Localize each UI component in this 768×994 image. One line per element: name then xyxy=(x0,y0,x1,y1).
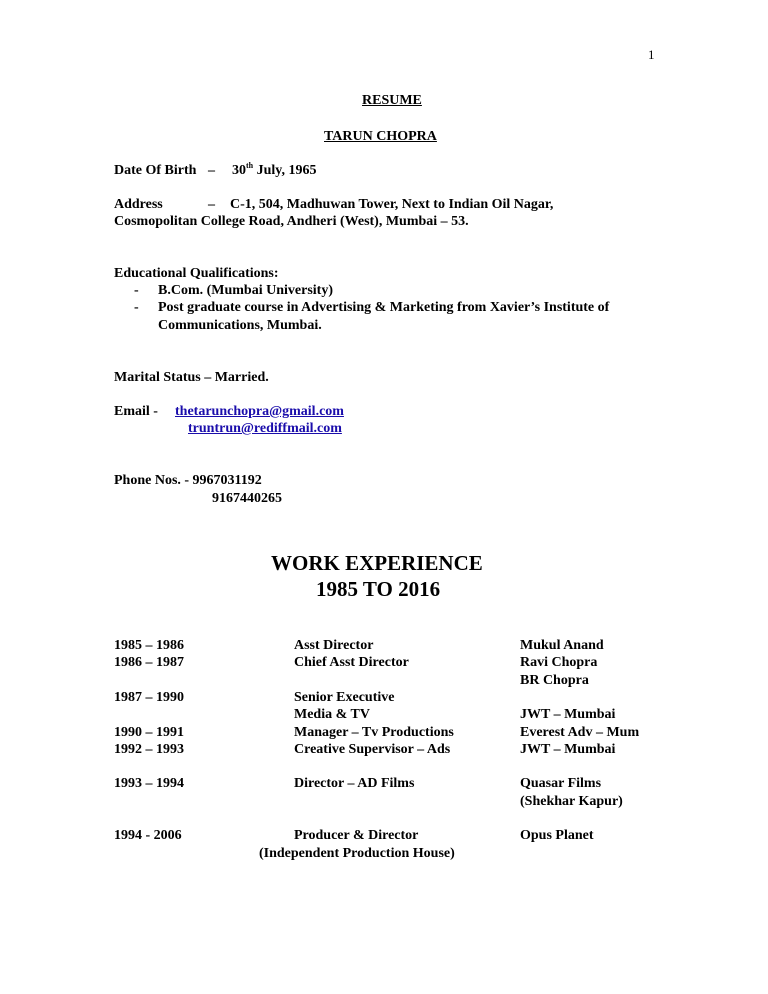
work-role: Creative Supervisor – Ads xyxy=(294,742,451,757)
work-years: 1990 – 1991 xyxy=(114,725,184,740)
work-role: Chief Asst Director xyxy=(294,655,409,670)
marital-status: Marital Status – Married. xyxy=(114,370,269,385)
dob-label: Date Of Birth xyxy=(114,163,197,178)
work-company: Opus Planet xyxy=(520,828,594,843)
work-role: Asst Director xyxy=(294,638,374,653)
work-role: Media & TV xyxy=(294,707,370,722)
work-years: 1987 – 1990 xyxy=(114,690,184,705)
address-line-2: Cosmopolitan College Road, Andheri (West), Mumbai – 53. xyxy=(114,214,469,229)
dob-suffix: th xyxy=(246,161,254,170)
email-label: Email - xyxy=(114,404,158,419)
work-years: 1985 – 1986 xyxy=(114,638,184,653)
work-years: 1986 – 1987 xyxy=(114,655,184,670)
page-number: 1 xyxy=(648,47,655,62)
work-company: Quasar Films xyxy=(520,776,602,791)
education-heading: Educational Qualifications: xyxy=(114,266,279,281)
phone-second: 9167440265 xyxy=(212,491,282,506)
dob-day: 30 xyxy=(232,163,246,178)
work-role: Producer & Director xyxy=(294,828,419,843)
work-note: (Independent Production House) xyxy=(259,846,455,861)
work-company: BR Chopra xyxy=(520,673,589,688)
email-link-primary[interactable]: thetarunchopra@gmail.com xyxy=(175,404,344,419)
work-company: Ravi Chopra xyxy=(520,655,598,670)
dob-separator: – xyxy=(208,163,215,178)
work-years: 1993 – 1994 xyxy=(114,776,184,791)
education-item-1: B.Com. (Mumbai University) xyxy=(158,283,333,298)
work-company: JWT – Mumbai xyxy=(520,707,616,722)
work-company: (Shekhar Kapur) xyxy=(520,794,623,809)
work-heading: WORK EXPERIENCE xyxy=(271,551,483,575)
work-role: Manager – Tv Productions xyxy=(294,725,454,740)
work-company: JWT – Mumbai xyxy=(520,742,616,757)
email-link-secondary[interactable]: truntrun@rediffmail.com xyxy=(188,421,342,436)
work-company: Mukul Anand xyxy=(520,638,604,653)
work-role: Director – AD Films xyxy=(294,776,415,791)
candidate-name: TARUN CHOPRA xyxy=(324,129,437,144)
work-years: 1994 - 2006 xyxy=(114,828,182,843)
address-line-1: C-1, 504, Madhuwan Tower, Next to Indian Oil Nagar, xyxy=(230,197,554,212)
work-years: 1992 – 1993 xyxy=(114,742,184,757)
resume-title: RESUME xyxy=(362,93,422,108)
dob-value xyxy=(232,162,317,179)
education-bullet-2: - xyxy=(134,300,139,315)
work-role: Senior Executive xyxy=(294,690,395,705)
education-bullet-1: - xyxy=(134,283,139,298)
address-label: Address xyxy=(114,197,163,212)
work-company: Everest Adv – Mum xyxy=(520,725,640,740)
dob-rest: July, 1965 xyxy=(256,163,317,178)
address-separator: – xyxy=(208,197,215,212)
education-item-2: Post graduate course in Advertising & Marketing from Xavier’s Institute of xyxy=(158,300,610,315)
work-range: 1985 TO 2016 xyxy=(316,577,441,601)
phone-label: Phone Nos. - 9967031192 xyxy=(114,473,262,488)
education-item-2-cont: Communications, Mumbai. xyxy=(158,318,322,333)
